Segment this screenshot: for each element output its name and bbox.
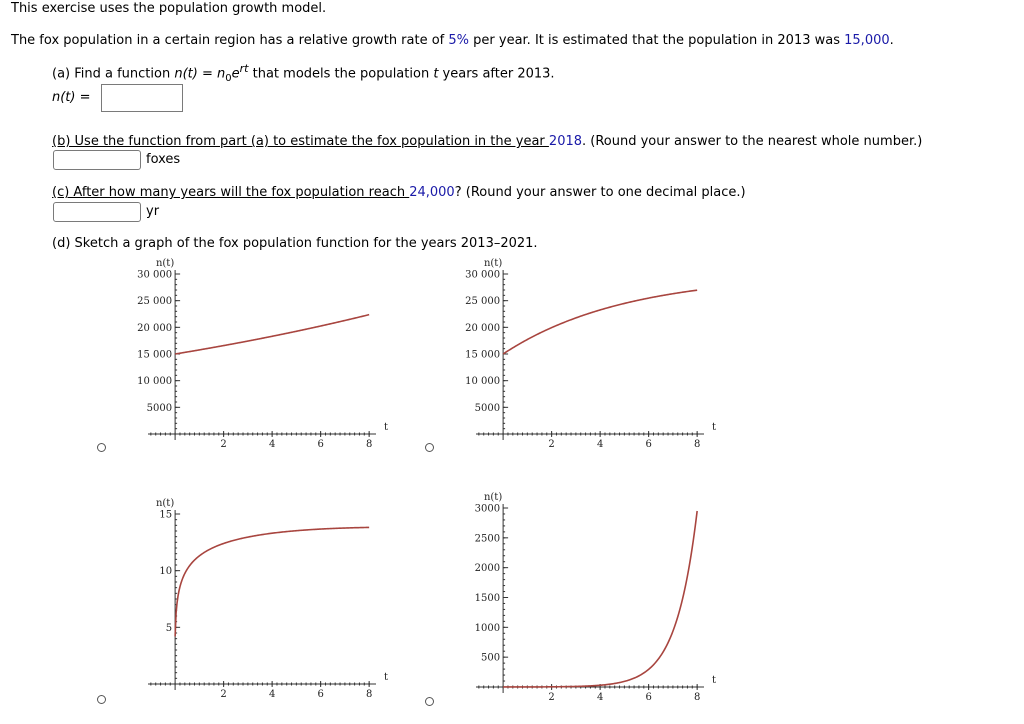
part-a-text-2: that models the population xyxy=(248,66,434,82)
n0-symbol: n xyxy=(217,66,226,82)
x-tick-label: 2 xyxy=(220,689,227,700)
x-tick-label: 4 xyxy=(268,689,276,700)
part-b-answer-input[interactable] xyxy=(53,150,141,170)
y-tick-label: 30 000 xyxy=(137,269,173,281)
y-tick-label: 15 xyxy=(159,509,173,521)
y-tick-label: 20 000 xyxy=(465,322,501,334)
x-tick-label: 4 xyxy=(596,692,604,703)
problem-text-1: The fox population in a certain region has a relative growth rate of xyxy=(11,33,449,48)
population-curve xyxy=(175,315,369,354)
growth-rate: 5% xyxy=(448,33,470,48)
y-tick-label: 25 000 xyxy=(137,296,173,308)
population-curve xyxy=(503,511,697,687)
equals-sign: = xyxy=(197,66,218,82)
population-curve xyxy=(175,527,369,636)
y-tick-label: 2500 xyxy=(474,533,501,545)
y-tick-label: 25 000 xyxy=(465,296,501,308)
part-a-text-1: (a) Find a function xyxy=(52,66,175,82)
target-population: 24,000 xyxy=(409,185,455,200)
problem-text-2: per year. It is estimated that the population in 2013 was xyxy=(469,33,845,48)
part-b-text-2: . (Round your answer to the nearest whole number.) xyxy=(582,134,923,149)
target-year: 2018 xyxy=(548,134,583,149)
y-tick-label: 5 xyxy=(165,622,173,634)
t-variable: t xyxy=(433,66,439,82)
part-c-question xyxy=(52,185,746,200)
x-axis-label: t xyxy=(711,675,717,686)
y-tick-label: 10 000 xyxy=(465,376,501,388)
y-tick-label: 500 xyxy=(481,652,501,664)
graph-option-2 xyxy=(428,254,718,454)
graph-option-4 xyxy=(428,484,718,703)
graph-option-3 xyxy=(100,486,390,698)
exponent-rt: rt xyxy=(239,62,249,75)
y-axis-label: n(t) xyxy=(483,258,503,269)
intro-text: This exercise uses the population growth model. xyxy=(11,1,327,16)
x-axis-label: t xyxy=(383,422,389,433)
x-tick-label: 4 xyxy=(596,439,604,450)
y-tick-label: 30 000 xyxy=(465,269,501,281)
part-d-question: (d) Sketch a graph of the fox population function for the years 2013–2021. xyxy=(52,236,538,251)
x-tick-label: 8 xyxy=(365,689,373,700)
y-tick-label: 5000 xyxy=(146,402,173,414)
y-tick-label: 5000 xyxy=(474,402,501,414)
population-curve xyxy=(503,290,697,354)
part-b-question xyxy=(52,134,922,149)
problem-text-3: . xyxy=(889,33,894,48)
answer-equals: = xyxy=(75,90,91,105)
part-c-text-2: ? (Round your answer to one decimal place.) xyxy=(454,185,746,200)
part-c-text-1: (c) After how many years will the fox population reach xyxy=(52,185,410,200)
x-tick-label: 2 xyxy=(548,439,555,450)
part-a-text-3: years after 2013. xyxy=(438,66,555,82)
part-a-answer-label xyxy=(52,90,91,105)
x-tick-label: 2 xyxy=(548,692,555,703)
y-axis-label: n(t) xyxy=(155,498,175,509)
y-tick-label: 15 000 xyxy=(465,349,501,361)
y-tick-label: 10 000 xyxy=(137,376,173,388)
part-a-answer-input[interactable] xyxy=(101,84,183,112)
x-tick-label: 8 xyxy=(365,439,373,450)
x-tick-label: 6 xyxy=(317,689,324,700)
part-c-answer-input[interactable] xyxy=(53,202,141,222)
part-b-unit: foxes xyxy=(146,152,181,167)
answer-label-nt: n(t) xyxy=(52,90,76,105)
part-a-question xyxy=(52,62,555,84)
y-tick-label: 15 000 xyxy=(137,349,173,361)
problem-statement xyxy=(11,33,894,48)
part-b-text-1: (b) Use the function from part (a) to estimate the fox population in the year xyxy=(52,134,549,149)
graph-option-1 xyxy=(100,254,390,454)
y-tick-label: 3000 xyxy=(474,503,501,515)
option-4-radio[interactable] xyxy=(425,697,434,706)
x-tick-label: 6 xyxy=(645,692,652,703)
y-tick-label: 2000 xyxy=(474,563,501,575)
x-tick-label: 8 xyxy=(693,692,701,703)
x-tick-label: 6 xyxy=(645,439,652,450)
y-tick-label: 20 000 xyxy=(137,322,173,334)
e-symbol: e xyxy=(231,66,240,82)
part-c-unit: yr xyxy=(146,204,160,219)
function-name: n(t) xyxy=(174,66,198,82)
x-tick-label: 8 xyxy=(693,439,701,450)
x-axis-label: t xyxy=(711,422,717,433)
y-tick-label: 1500 xyxy=(474,593,501,604)
x-axis-label: t xyxy=(383,672,389,683)
x-tick-label: 4 xyxy=(268,439,276,450)
y-tick-label: 1000 xyxy=(474,622,501,634)
x-tick-label: 6 xyxy=(317,439,324,450)
initial-population: 15,000 xyxy=(844,33,890,48)
y-axis-label: n(t) xyxy=(483,492,503,503)
n0-subscript: 0 xyxy=(225,72,232,84)
x-tick-label: 2 xyxy=(220,439,227,450)
y-tick-label: 10 xyxy=(159,566,173,578)
y-axis-label: n(t) xyxy=(155,258,175,269)
